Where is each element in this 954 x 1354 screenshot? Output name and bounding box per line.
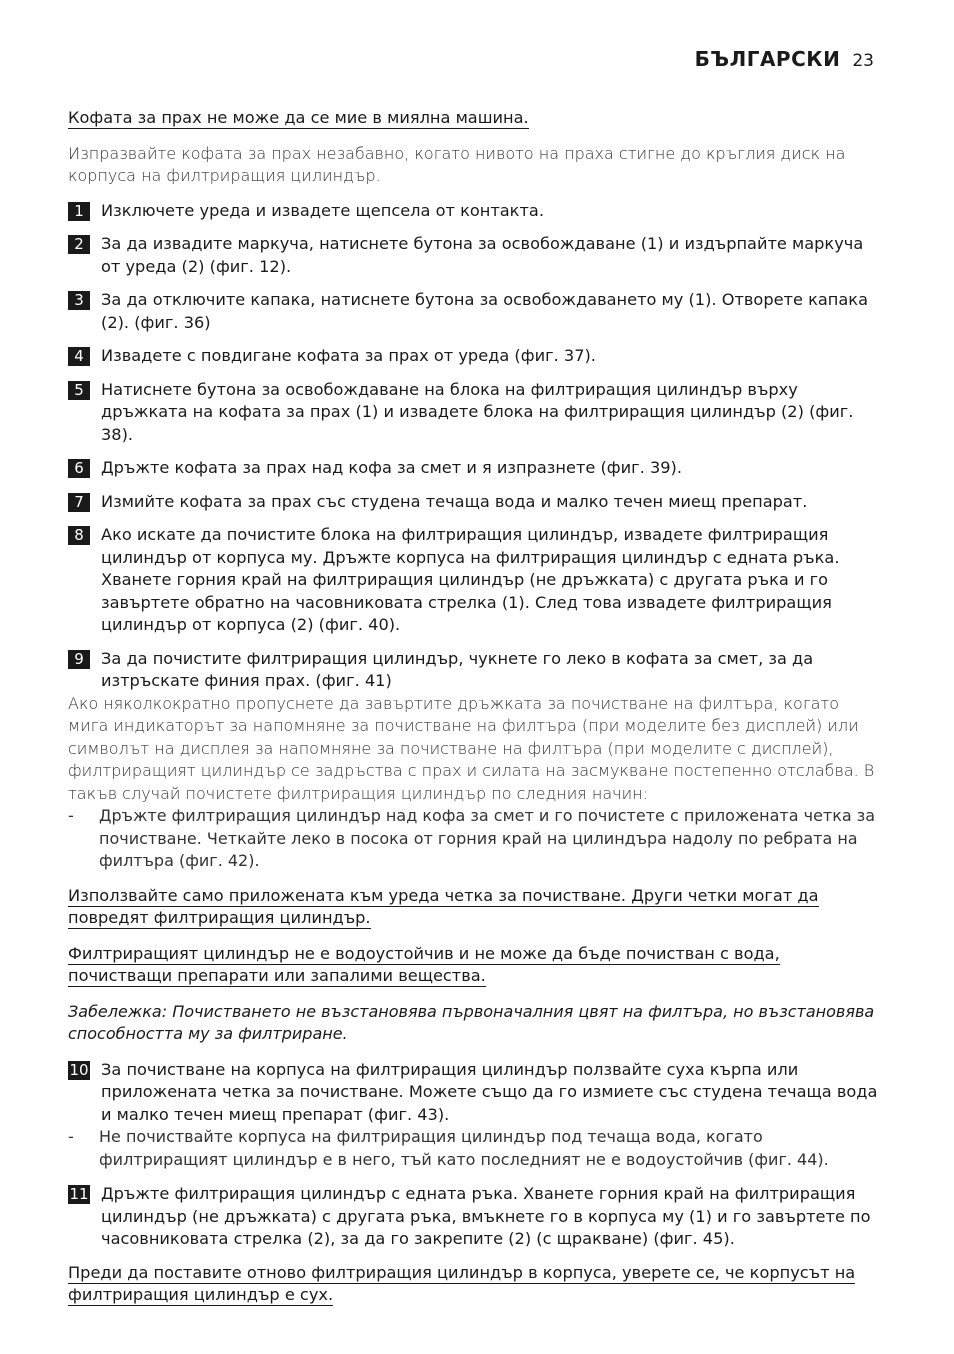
warning-block (68, 943, 880, 988)
step-text: Измийте кофата за прах със студена течаща вода и малко течен миещ препарат. (101, 491, 808, 511)
clogging-paragraph: Ако няколкократно пропуснете да завъртите дръжката за почистване на филтъра, когато мига индикаторът за напомняне за почистване на филтъра (при моделите без дисплей) или символът на дисплея за напомняне за почистване на филтъра (при моделите с дисплей), филтриращият цилиндър се задръства с прах и силата на засмукване постепенно отслабва. В такъв случай почистете филтриращия цилиндър по следния начин: (68, 693, 875, 803)
step-number: 4 (68, 347, 90, 366)
page-content (68, 107, 880, 1320)
step-number: 7 (68, 493, 90, 512)
language-heading: БЪЛГАРСКИ (694, 47, 841, 71)
dash-marker: - (68, 806, 74, 825)
warning-block (68, 107, 880, 130)
step-6 (68, 457, 880, 480)
dash-marker: - (68, 1127, 74, 1146)
step-4 (68, 345, 880, 368)
dash-item (68, 1126, 880, 1171)
page-number: 23 (852, 51, 874, 71)
warning-block (68, 885, 880, 930)
dash-text: Дръжте филтриращия цилиндър над кофа за смет и го почистете с приложената четка за почистване. Четкайте леко в посока от горния край на цилиндъра надолу по ребрата на филтъра (фиг. 42). (99, 806, 876, 870)
dash-item (68, 805, 880, 873)
note-text: Забележка: Почистването не възстановява първоначалния цвят на филтъра, но възстановява способността му за филтриране. (68, 1001, 875, 1043)
step-9 (68, 648, 880, 693)
warning-text: Кофата за прах не може да се мие в миялна машина. (68, 108, 529, 127)
step-number: 5 (68, 381, 90, 400)
step-2 (68, 233, 880, 278)
step-text: За да извадите маркуча, натиснете бутона за освобождаване (1) и издърпайте маркуча от уреда (2) (фиг. 12). (101, 234, 864, 276)
warning-text: Преди да поставите отново филтриращия цилиндър в корпуса, уверете се, че корпусът на филтриращия цилиндър е сух. (68, 1262, 856, 1304)
page-header (695, 47, 874, 71)
step-text: За да отключите капака, натиснете бутона за освобождаването му (1). Отворете капака (2). (фиг. 36) (101, 290, 868, 332)
step-number: 1 (68, 202, 90, 221)
step-text: За да почистите филтриращия цилиндър, чукнете го леко в кофата за смет, за да изтръскате финия прах. (фиг. 41) (101, 648, 814, 690)
step-number: 3 (68, 291, 90, 310)
step-number: 9 (68, 650, 90, 669)
step-7 (68, 491, 880, 514)
step-11 (68, 1183, 880, 1251)
intro-paragraph: Изпразвайте кофата за прах незабавно, когато нивото на праха стигне до кръглия диск на корпуса на филтриращия цилиндър. (68, 143, 846, 185)
step-1 (68, 200, 880, 223)
step-number: 11 (69, 1185, 89, 1203)
step-text: За почистване на корпуса на филтриращия цилиндър ползвайте суха кърпа или приложената четка за почистване. Можете също да го измиете със студена течаща вода и малко течен миещ препарат (фиг. 43). (101, 1059, 878, 1124)
step-text: Дръжте кофата за прах над кофа за смет и я изпразнете (фиг. 39). (101, 458, 683, 477)
warning-block (68, 1262, 880, 1307)
step-text: Извадете с повдигане кофата за прах от уреда (фиг. 37). (101, 346, 596, 365)
step-10 (68, 1059, 880, 1127)
step-number: 10 (69, 1060, 89, 1079)
warning-text: Използвайте само приложената към уреда четка за почистване. Други четки могат да повредят филтриращия цилиндър. (68, 885, 819, 927)
step-number: 2 (68, 235, 90, 254)
step-8 (68, 524, 880, 637)
warning-text: Филтриращият цилиндър не е водоустойчив и не може да бъде почистван с вода, почистващи препарати или запалими вещества. (68, 943, 780, 985)
step-number: 8 (68, 526, 90, 545)
step-text: Натиснете бутона за освобождаване на блока на филтриращия цилиндър върху дръжката на кофата за прах (1) и извадете блока на филтриращия цилиндър (2) (фиг. 38). (101, 379, 854, 444)
dash-text: Не почиствайте корпуса на филтриращия цилиндър под течаща вода, когато филтриращият цилиндър е в него, тъй като последният не е водоустойчив (фиг. 44). (99, 1127, 829, 1169)
step-3 (68, 289, 880, 334)
step-text: Ако искате да почистите блока на филтриращия цилиндър, извадете филтриращия цилиндър от корпуса му. Дръжте корпуса на филтриращия цилиндър с едната ръка. Хванете горния край на филтриращия цилиндър (не дръжката) с другата ръка и го завъртете обратно на часовниковата стрелка (1). След това извадете филтриращия цилиндър от корпуса (2) (фиг. 40). (101, 525, 840, 634)
step-text: Дръжте филтриращия цилиндър с едната ръка. Хванете горния край на филтриращия цилиндър (не дръжката) с другата ръка, вмъкнете го в корпуса му (1) и го завъртете по часовниковата стрелка (2), за да го закрепите (2) (с щракване) (фиг. 45). (101, 1184, 871, 1248)
step-number: 6 (68, 459, 90, 478)
step-5 (68, 379, 880, 447)
step-text: Изключете уреда и извадете щепсела от контакта. (101, 200, 544, 220)
